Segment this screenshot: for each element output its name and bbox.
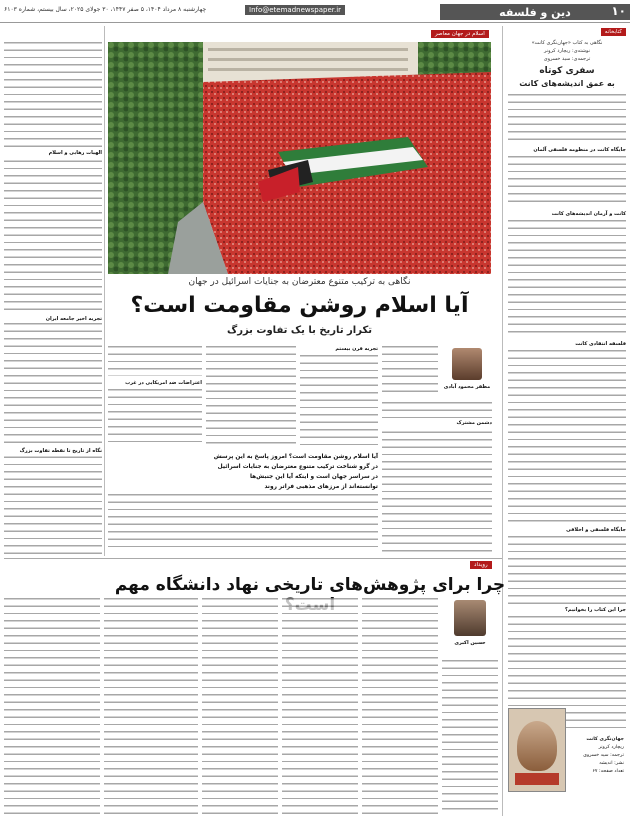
review-body-5 [508,536,626,604]
page-number: ۱۰ [611,4,626,18]
book-info-translator: ترجمه: سید خسروی [583,753,624,758]
main-article-tag: اسلام در جهان معاصر [431,30,489,38]
cover-band [515,773,559,785]
second-article-tag: رویداد [470,561,492,569]
book-intro: نگاهی به کتاب «جهان‌نگری کانت» [531,40,603,46]
right-column [508,26,626,816]
pull-quote [108,452,378,552]
review-subhead-5: جرا این کتاب را بخوانیم؟ [565,607,626,613]
article-divider [4,558,502,559]
second-article-body-4 [202,598,278,814]
second-article-body-6 [4,598,100,814]
main-article-kicker: نگاهی به ترکیب متنوع معترضان به جنایات اسرائیل در جهان [188,277,411,287]
author-avatar [452,348,482,380]
email-address[interactable]: Info@etemadnewspaper.ir [245,5,345,15]
review-body-4 [508,350,626,524]
page-header [0,0,630,23]
second-article-body-2 [362,598,438,814]
section-label [440,4,630,20]
main-subhead-5: الهیات رهایی و اسلام [4,150,102,156]
pull-quote-line: در سراسر جهان است و اینکه آیا این جنبش‌ها [249,474,378,480]
pull-quote-line: در گرو شناخت ترکیب متنوع معترضان به جنایات اسرائیل [217,464,378,470]
main-article-body-6 [108,389,202,447]
review-subhead-3: فلسفه انتقادی کانت [575,341,626,347]
book-author: نوشته‌ی: ریچارد کرونر [543,48,591,54]
photo-svg [108,42,491,274]
column-divider-right [502,26,503,816]
main-subhead-1: تجربه قرن بیستم [335,346,378,352]
main-subhead-3: اعتراضات ضد امریکایی در غرب [125,380,202,386]
column-divider-left [104,26,105,556]
book-translator: ترجمه‌ی: سید خسروی [543,56,591,62]
second-article-body-3 [282,598,358,814]
main-subhead-6: نگاه از تاریخ تا نقطه تفاوت بزرگ [4,448,102,454]
date-line: چهارشنبه ۸ مرداد ۱۴۰۴، ۵ صفر ۱۴۴۷، ۳۰ جولای ۲۰۲۵، سال بیستم، شماره ۶۱۰۳ [4,6,207,13]
book-info-title: جهان‌نگری کانت [586,737,624,742]
review-body-1 [508,94,626,144]
second-author-box [442,598,498,656]
main-subhead-4: تجربه اخیر جامعه ایران [4,316,102,322]
review-body-2 [508,156,626,208]
review-subhead-1: جایگاه کانت در منظومه فلسفی آلمان [533,147,626,153]
pull-quote-body [108,494,378,552]
review-body-3 [508,220,626,338]
section-title: دین و فلسفه [499,5,571,19]
second-article-title: چرا برای پژوهش‌های تاریخی نهاد دانشگاه مهم [114,575,506,595]
main-article-subtitle: تکرار تاریخ با یک تفاوت بزرگ [226,325,373,336]
book-info-publisher: نشر: اندیشه [599,761,624,766]
main-article-body-3 [300,355,378,445]
main-subhead-2: دشمن مشترک [382,420,492,426]
right-column-tag: کتابخانه [601,28,626,36]
author-box [442,346,492,398]
review-subhead-2: کانت و آرمان اندیشه‌های کانت [551,211,626,217]
main-article-body-4 [206,346,296,446]
pull-quote-line: توانسته‌اند از مرزهای مذهبی فراتر روند [264,484,378,490]
second-author-name: حسین اکبری [454,640,486,646]
main-article-body-5 [108,346,202,376]
protest-crowd-photo [108,42,491,274]
portrait-figure [517,721,557,771]
second-article-body-1 [442,660,498,814]
book-info-author: ریچارد کرونر [598,745,624,750]
review-kicker: سفری کوتاه [539,66,595,76]
main-article-body-left [4,42,102,554]
review-subhead-4: جایگاه فلسفی و اخلاقی [566,527,626,533]
second-author-avatar [454,600,486,636]
book-info-pages: تعداد صفحه: ۶۷ [592,769,624,774]
second-article-body-5 [104,598,198,814]
main-article-title: آیا اسلام روشن مقاومت است؟ [130,293,469,318]
main-article-body-1 [382,346,438,398]
book-cover-image [508,708,566,792]
pull-quote-line: آیا اسلام روشن مقاومت است؟ امروز پاسخ به این پرسش [213,454,378,460]
book-info-list [572,736,624,776]
review-title: به عمق اندیشه‌های کانت [519,79,615,88]
author-name: مظفر محمود آبادی [443,384,491,390]
